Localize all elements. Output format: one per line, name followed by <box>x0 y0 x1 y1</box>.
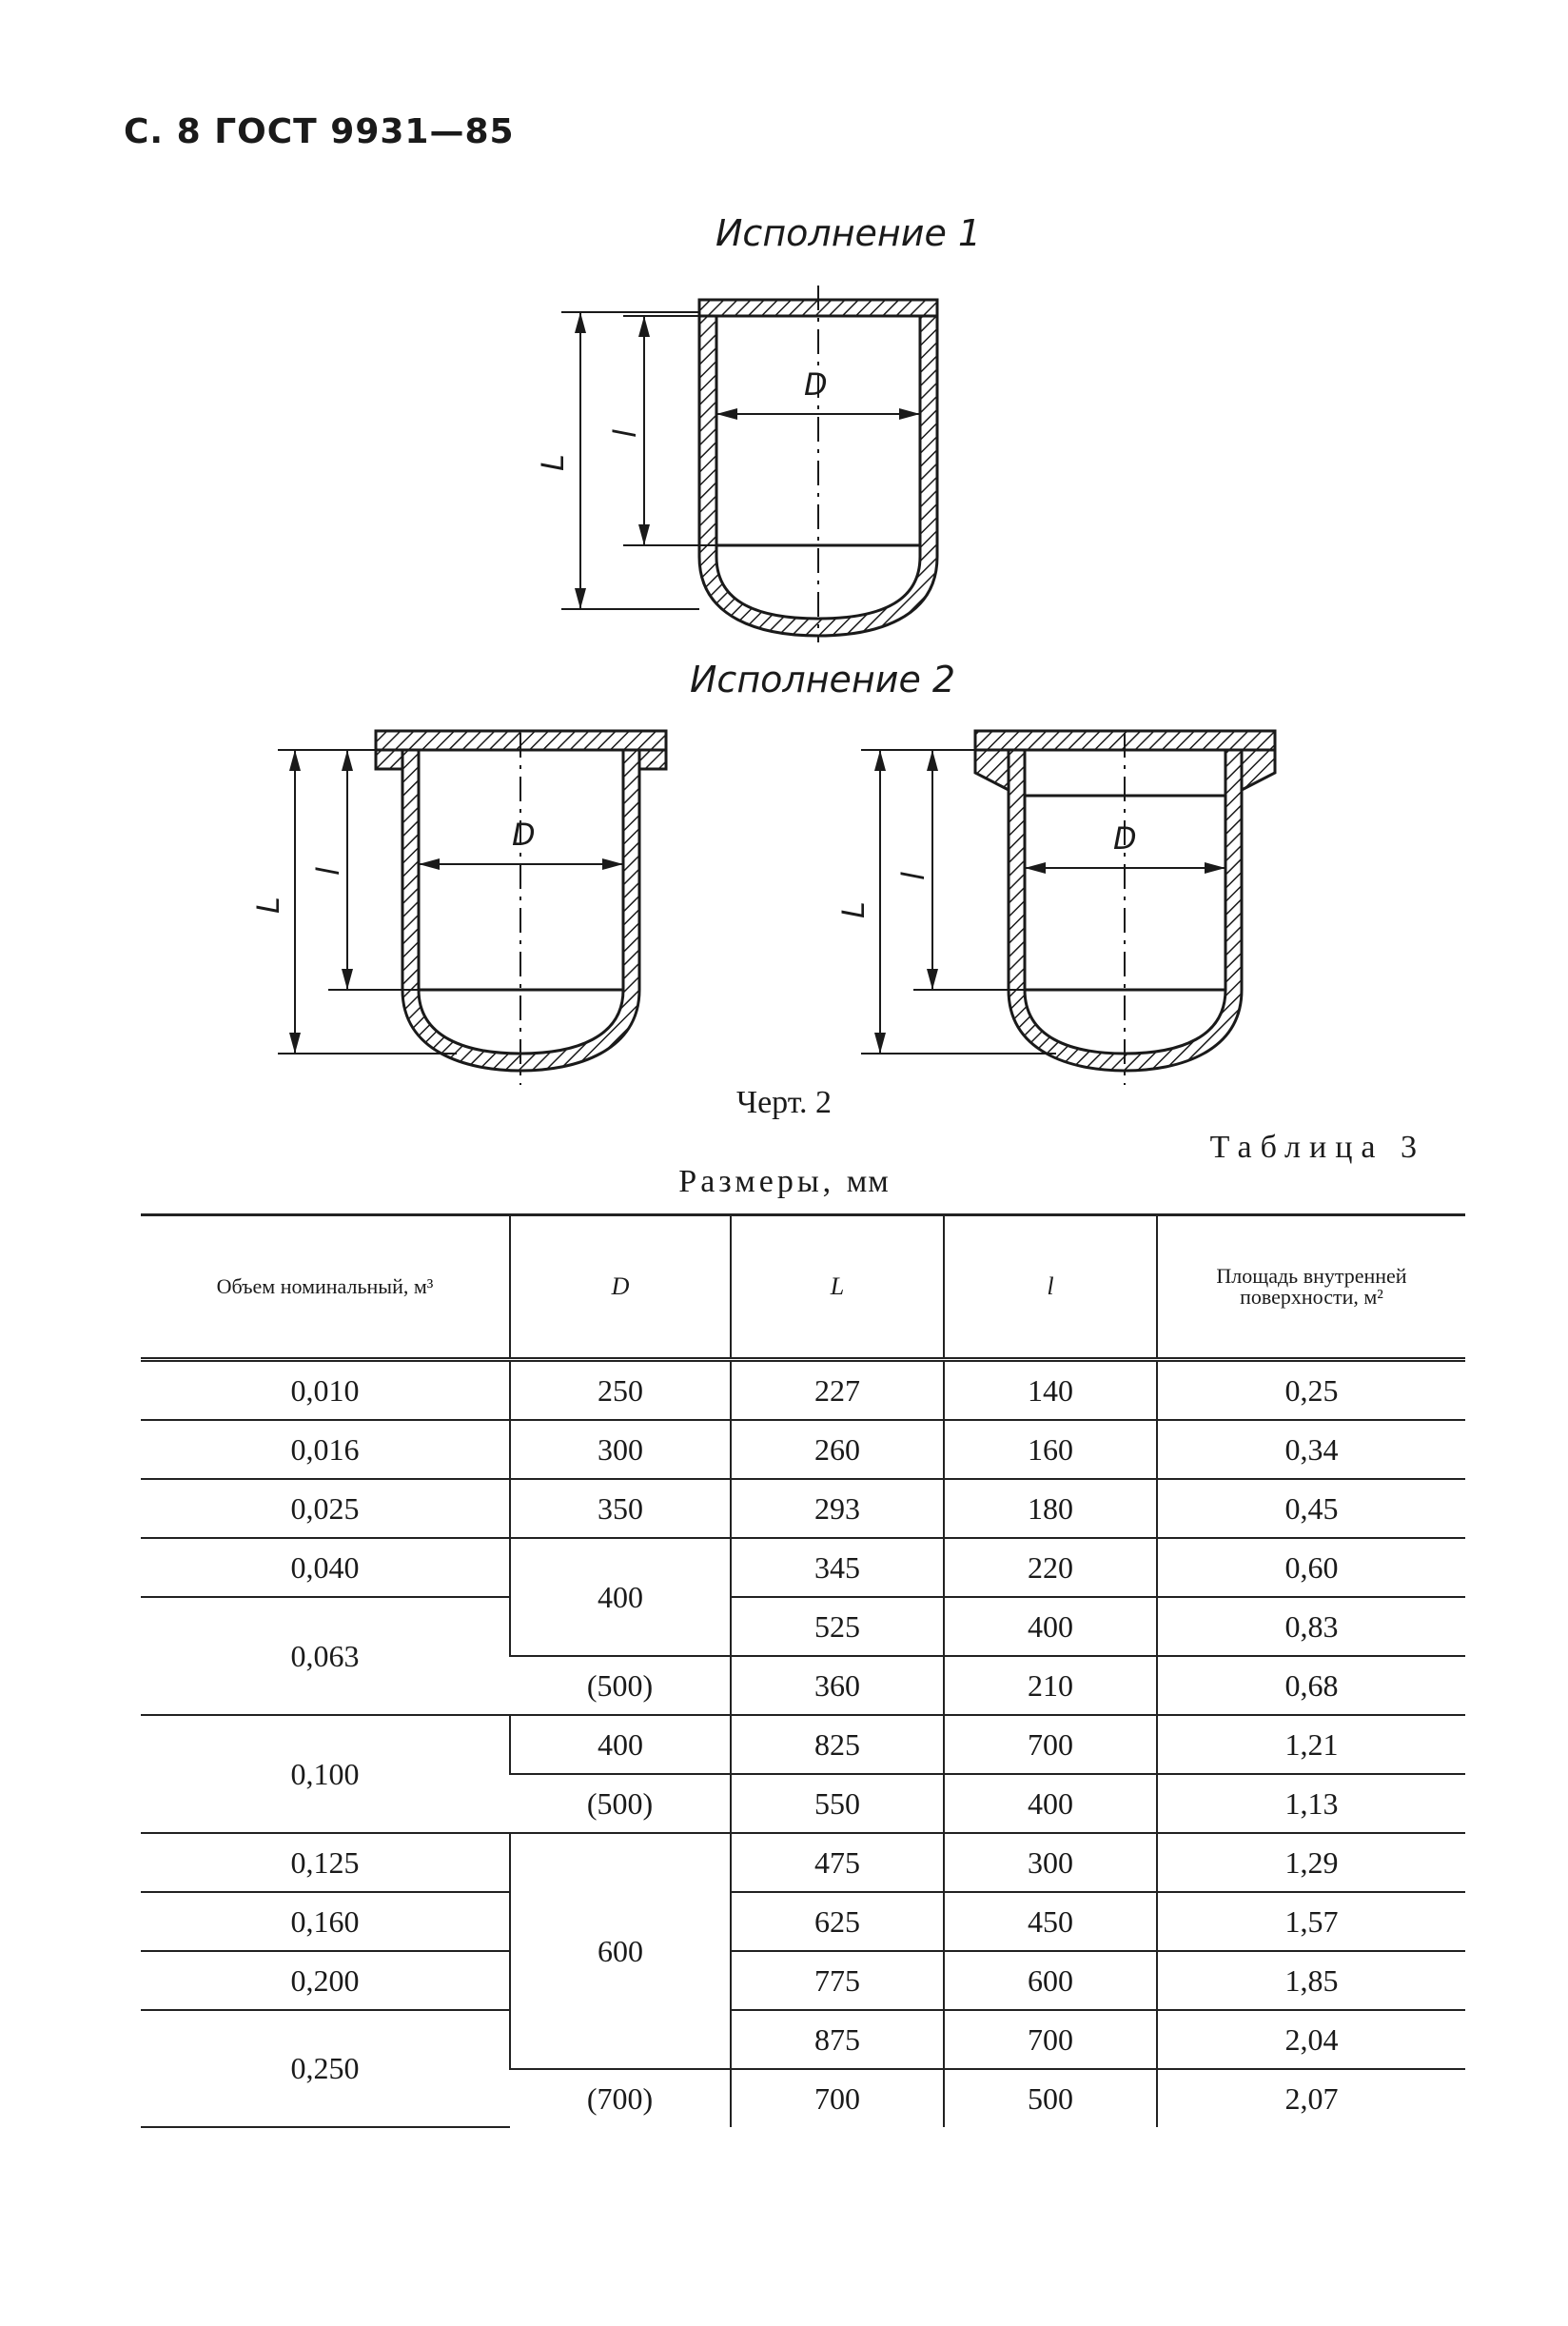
cell-L: 227 <box>731 1360 944 1421</box>
header-D: D <box>510 1215 731 1360</box>
cell-D: 300 <box>510 1420 731 1479</box>
table-row <box>141 2010 1465 2069</box>
cell-L: 260 <box>731 1420 944 1479</box>
cell-volume: 0,016 <box>141 1420 510 1479</box>
cell-L: 525 <box>731 1597 944 1656</box>
cell-volume: 0,125 <box>141 1833 510 1892</box>
variant2-right-dim-l: l <box>895 872 931 880</box>
cell-area: 1,85 <box>1157 1951 1465 2010</box>
cell-l: 140 <box>944 1360 1157 1421</box>
cell-D: (500) <box>510 1656 731 1715</box>
table-row <box>141 1833 1465 1892</box>
cell-volume: 0,010 <box>141 1360 510 1421</box>
cell-l: 220 <box>944 1538 1157 1597</box>
cell-D: (700) <box>586 2080 654 2116</box>
cell-area: 1,21 <box>1157 1715 1465 1774</box>
variant2-right-dim-L: L <box>835 901 872 918</box>
cell-l: 450 <box>944 1892 1157 1951</box>
cell-L: 550 <box>731 1774 944 1833</box>
cell-D: 600 <box>510 1833 731 2069</box>
cell-area: 0,83 <box>1157 1597 1465 1656</box>
header-L: L <box>731 1215 944 1360</box>
header-l: l <box>944 1215 1157 1360</box>
table-row <box>141 1360 1465 1421</box>
cell-D: 400 <box>510 1538 731 1656</box>
cell-volume: 0,100 <box>141 1715 510 1833</box>
table-label: Таблица 3 <box>1209 1130 1425 1165</box>
variant1-label: Исполнение 1 <box>715 212 982 254</box>
units-label-text: Размеры, <box>678 1164 835 1199</box>
cell-L: 360 <box>731 1656 944 1715</box>
cell-area: 0,34 <box>1157 1420 1465 1479</box>
cell-area: 0,25 <box>1157 1360 1465 1421</box>
variant1-dim-L: L <box>535 454 571 471</box>
figure-caption: Черт. 2 <box>735 1085 833 1120</box>
table-row <box>141 1420 1465 1479</box>
variant1-vessel <box>535 286 937 642</box>
variant2-label: Исполнение 2 <box>690 659 956 700</box>
variant2-left-dim-l: l <box>310 867 346 876</box>
units-label <box>0 1164 1568 1200</box>
cell-l: 160 <box>944 1420 1157 1479</box>
cell-D: 350 <box>510 1479 731 1538</box>
table-row <box>141 1715 1465 1774</box>
variant2-left-vessel <box>250 731 666 1085</box>
table-row <box>141 1538 1465 1597</box>
cell-l: 700 <box>944 1715 1157 1774</box>
header-area: Площадь внутренней поверхности, м² <box>1157 1215 1465 1360</box>
cell-volume: 0,250 <box>141 2010 510 2127</box>
vessel-drawings <box>0 0 1568 1161</box>
cell-area: 0,60 <box>1157 1538 1465 1597</box>
table-row <box>141 1479 1465 1538</box>
cell-volume: 0,063 <box>141 1597 510 1715</box>
cell-D: 250 <box>510 1360 731 1421</box>
cell-volume: 0,040 <box>141 1538 510 1597</box>
cell-l: 300 <box>944 1833 1157 1892</box>
cell-L: 625 <box>731 1892 944 1951</box>
variant2-right-vessel <box>835 731 1275 1085</box>
cell-area: 1,29 <box>1157 1833 1465 1892</box>
cell-l: 180 <box>944 1479 1157 1538</box>
table-header-row <box>141 1215 1465 1360</box>
cell-l: 400 <box>944 1774 1157 1833</box>
cell-D: 400 <box>510 1715 731 1774</box>
cell-L: 875 <box>731 2010 944 2069</box>
header-volume: Объем номинальный, м³ <box>216 1274 434 1298</box>
page-header: С. 8 ГОСТ 9931—85 <box>124 112 515 151</box>
cell-L: 293 <box>731 1479 944 1538</box>
cell-L: 700 <box>731 2069 944 2127</box>
cell-L: 825 <box>731 1715 944 1774</box>
cell-area: 2,04 <box>1157 2010 1465 2069</box>
cell-D: (500) <box>510 1774 731 1833</box>
dimensions-table <box>141 1213 1465 2128</box>
cell-volume: 0,160 <box>141 1892 510 1951</box>
variant1-dim-l: l <box>607 429 643 438</box>
cell-l: 700 <box>944 2010 1157 2069</box>
cell-volume: 0,200 <box>141 1951 510 2010</box>
cell-area: 0,68 <box>1157 1656 1465 1715</box>
cell-L: 475 <box>731 1833 944 1892</box>
variant2-right-dim-D: D <box>1113 820 1137 857</box>
cell-L: 775 <box>731 1951 944 2010</box>
cell-area: 1,13 <box>1157 1774 1465 1833</box>
cell-L: 345 <box>731 1538 944 1597</box>
cell-l: 400 <box>944 1597 1157 1656</box>
cell-area: 0,45 <box>1157 1479 1465 1538</box>
cell-area: 2,07 <box>1157 2069 1465 2127</box>
table-row <box>141 1597 1465 1656</box>
cell-l: 210 <box>944 1656 1157 1715</box>
cell-l: 600 <box>944 1951 1157 2010</box>
variant1-dim-D: D <box>804 366 828 403</box>
cell-volume: 0,025 <box>141 1479 510 1538</box>
cell-l: 500 <box>944 2069 1157 2127</box>
variant2-left-dim-D: D <box>512 817 536 853</box>
variant2-left-dim-L: L <box>250 897 286 914</box>
table-row <box>141 1951 1465 2010</box>
dimensions-table-wrap <box>141 1213 1465 2128</box>
cell-area: 1,57 <box>1157 1892 1465 1951</box>
table-row <box>141 1892 1465 1951</box>
units-unit: мм <box>846 1164 890 1199</box>
